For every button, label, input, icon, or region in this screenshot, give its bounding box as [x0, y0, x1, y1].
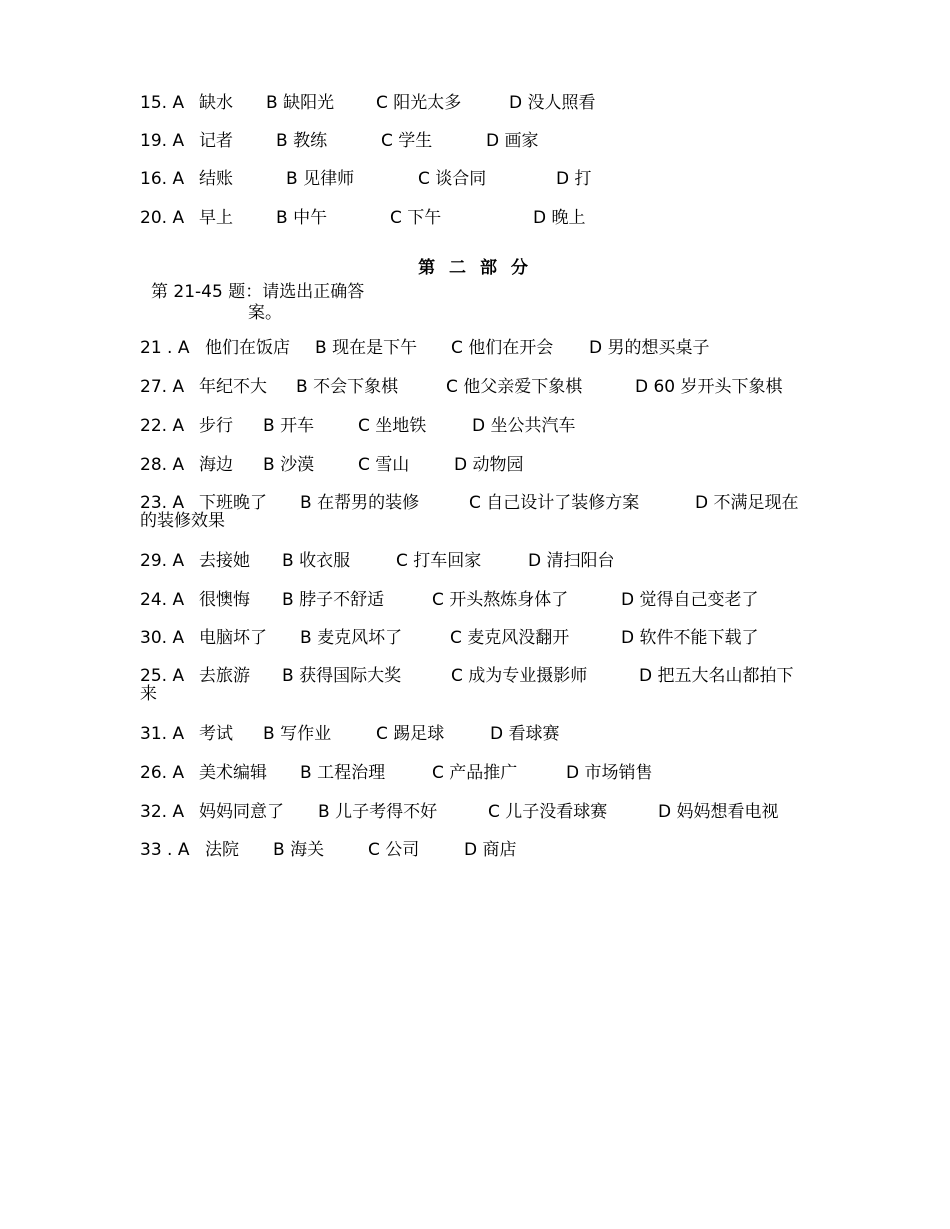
option-a: 去接她 [199, 551, 250, 571]
section-title: 第 二 部 分 [418, 258, 532, 278]
question-number: 31. A [140, 724, 185, 744]
option-c: C 开头熬炼身体了 [432, 590, 569, 610]
question-30 [140, 628, 759, 648]
option-b: B 获得国际大奖 [282, 666, 402, 686]
question-number: 20. A [140, 208, 185, 228]
option-c: C 雪山 [358, 455, 410, 475]
option-d: D 把五大名山都拍下来 [140, 666, 794, 704]
option-d: D 商店 [464, 840, 517, 860]
option-a: 妈妈同意了 [199, 802, 284, 822]
option-a: 下班晚了 [199, 493, 267, 513]
question-number: 29. A [140, 551, 185, 571]
option-d: D 没人照看 [509, 93, 596, 113]
question-number: 27. A [140, 377, 185, 397]
option-b: B 写作业 [263, 724, 332, 744]
question-24 [140, 590, 759, 610]
option-c: C 学生 [381, 131, 433, 151]
question-31 [140, 724, 560, 744]
option-c: C 成为专业摄影师 [451, 666, 588, 686]
question-29 [140, 551, 615, 571]
question-28 [140, 455, 524, 475]
option-b: B 海关 [273, 840, 325, 860]
option-c: C 打车回家 [396, 551, 482, 571]
option-d: D 觉得自己变老了 [621, 590, 759, 610]
option-b: B 麦克风坏了 [300, 628, 403, 648]
question-number: 26. A [140, 763, 185, 783]
question-number: 24. A [140, 590, 185, 610]
option-a: 缺水 [199, 93, 233, 113]
option-a: 考试 [199, 724, 233, 744]
option-d: D 清扫阳台 [528, 551, 615, 571]
option-a: 结账 [199, 169, 233, 189]
option-c: C 儿子没看球赛 [488, 802, 608, 822]
option-b: B 现在是下午 [315, 338, 418, 358]
option-c: C 公司 [368, 840, 420, 860]
option-a: 美术编辑 [199, 763, 267, 783]
question-15 [140, 93, 596, 113]
question-number: 32. A [140, 802, 185, 822]
option-c: C 产品推广 [432, 763, 518, 783]
option-a: 电脑坏了 [199, 628, 267, 648]
question-number: 30. A [140, 628, 185, 648]
question-21 [140, 338, 710, 358]
option-a: 步行 [199, 416, 233, 436]
option-d: D 60 岁开头下象棋 [635, 377, 783, 397]
question-23 [140, 494, 805, 530]
option-d: D 晚上 [533, 208, 586, 228]
option-a: 海边 [199, 455, 233, 475]
question-number: 21 . A [140, 338, 190, 358]
option-a: 去旅游 [199, 666, 250, 686]
question-33 [140, 840, 517, 860]
option-d: D 妈妈想看电视 [658, 802, 779, 822]
option-c: C 踢足球 [376, 724, 445, 744]
option-c: C 阳光太多 [376, 93, 462, 113]
option-c: C 坐地铁 [358, 416, 427, 436]
question-26 [140, 763, 653, 783]
option-b: B 缺阳光 [266, 93, 335, 113]
question-32 [140, 802, 779, 822]
option-d: D 坐公共汽车 [472, 416, 576, 436]
question-number: 19. A [140, 131, 185, 151]
option-c: C 他们在开会 [451, 338, 554, 358]
option-c: C 自己设计了装修方案 [469, 493, 640, 513]
option-c: C 谈合同 [418, 169, 487, 189]
option-b: B 教练 [276, 131, 328, 151]
question-number: 28. A [140, 455, 185, 475]
question-number: 15. A [140, 93, 185, 113]
option-b: B 儿子考得不好 [318, 802, 438, 822]
option-b: B 脖子不舒适 [282, 590, 385, 610]
instruction-line-2: 案。 [248, 303, 282, 323]
option-b: B 工程治理 [300, 763, 386, 783]
option-b: B 收衣服 [282, 551, 351, 571]
option-d: D 看球赛 [490, 724, 560, 744]
question-number: 33 . A [140, 840, 190, 860]
option-d: D 男的想买桌子 [589, 338, 710, 358]
option-b: B 在帮男的装修 [300, 493, 420, 513]
option-b: B 不会下象棋 [296, 377, 399, 397]
option-d: D 动物园 [454, 455, 524, 475]
question-27 [140, 377, 783, 397]
option-d: D 不满足现在的装修效果 [140, 493, 799, 531]
question-25 [140, 667, 805, 703]
option-d: D 市场销售 [566, 763, 653, 783]
option-d: D 软件不能下载了 [621, 628, 759, 648]
question-20 [140, 208, 586, 228]
question-number: 16. A [140, 169, 185, 189]
option-c: C 下午 [390, 208, 442, 228]
option-b: B 中午 [276, 208, 328, 228]
option-b: B 见律师 [286, 169, 355, 189]
section-instruction [151, 280, 391, 326]
option-b: B 沙漠 [263, 455, 315, 475]
question-number: 22. A [140, 416, 185, 436]
question-number: 25. A [140, 666, 185, 686]
option-a: 法院 [205, 840, 239, 860]
question-16 [140, 169, 592, 189]
option-c: C 麦克风没翻开 [450, 628, 570, 648]
option-a: 记者 [199, 131, 233, 151]
option-a: 早上 [199, 208, 233, 228]
option-c: C 他父亲爱下象棋 [446, 377, 583, 397]
question-22 [140, 416, 576, 436]
question-19 [140, 131, 539, 151]
option-b: B 开车 [263, 416, 315, 436]
option-a: 很懊悔 [199, 590, 250, 610]
option-a: 年纪不大 [199, 377, 267, 397]
option-a: 他们在饭店 [205, 338, 290, 358]
option-d: D 画家 [486, 131, 539, 151]
instruction-line-1: 第 21-45 题：请选出正确答 [151, 282, 365, 302]
question-number: 23. A [140, 493, 185, 513]
option-d: D 打 [556, 169, 592, 189]
